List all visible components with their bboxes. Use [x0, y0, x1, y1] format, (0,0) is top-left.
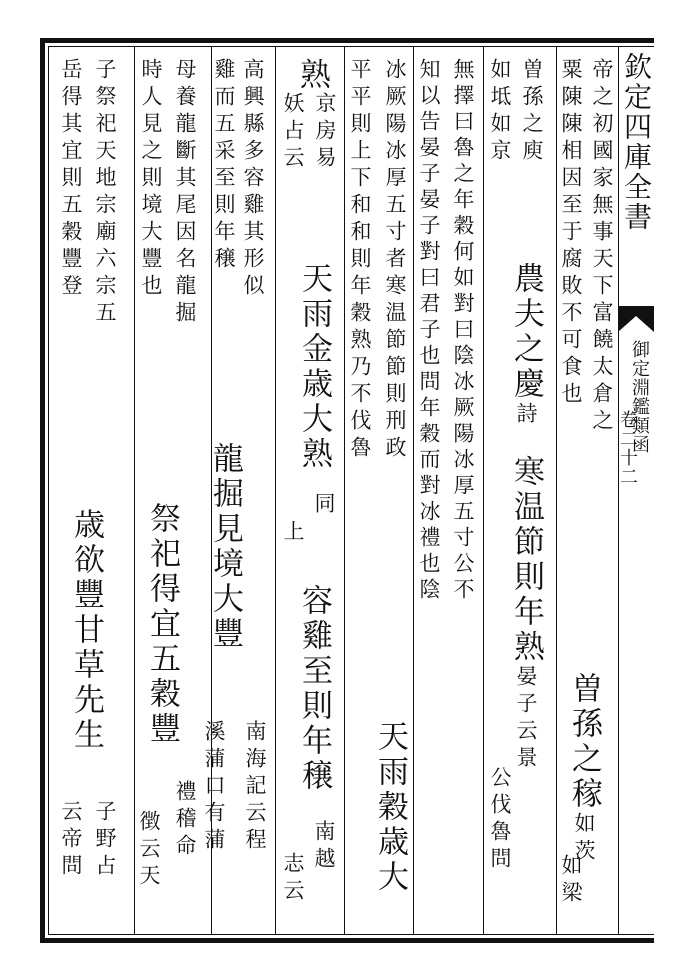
large-text: 天雨穀歳大 — [372, 720, 408, 895]
small-text: 平平則上下和和則年穀熟乃不伐魯 — [348, 58, 372, 463]
text-column — [203, 720, 224, 855]
volume-label: 卷二十二 — [617, 410, 638, 486]
small-text: 無擇曰魯之年穀何如對曰陰冰厥陽冰厚五寸公不 — [451, 58, 475, 604]
small-text: 京房易 — [313, 92, 337, 173]
text-column — [282, 92, 303, 173]
large-text: 寒温節則年熟 — [508, 455, 544, 665]
column-rule — [556, 46, 557, 935]
text-column — [372, 720, 408, 895]
text-column — [282, 520, 303, 547]
text-column — [282, 852, 303, 906]
small-text: 粟陳陳相因至于腐敗不可食也 — [559, 58, 583, 409]
text-column — [489, 58, 510, 166]
small-text: 如梁 — [559, 854, 583, 908]
small-text: 時人見之則境大豐也 — [139, 58, 163, 301]
text-column — [418, 58, 439, 604]
text-column — [296, 262, 332, 472]
column-rule — [275, 46, 276, 935]
text-column — [174, 58, 195, 328]
text-column — [244, 720, 265, 855]
text-column — [207, 442, 243, 652]
large-text: 龍掘見境大豐 — [207, 442, 243, 652]
small-text: 晏子云景 — [514, 665, 538, 773]
text-column — [591, 58, 612, 436]
column-rule — [344, 46, 345, 935]
small-text: 妖占云 — [281, 92, 305, 173]
fishtail-mark-icon — [618, 306, 654, 332]
small-text: 曽孫之庾 — [520, 58, 544, 166]
large-text: 容雞至則年穣 — [296, 584, 332, 794]
text-column — [140, 58, 161, 301]
small-text: 公伐魯問 — [488, 766, 512, 874]
column-rule — [134, 46, 135, 935]
text-column — [60, 800, 81, 881]
small-text: 知以告晏子晏子對曰君子也問年穀而對冰禮也陰 — [417, 58, 441, 604]
text-column — [213, 58, 234, 274]
book-title: 欽定四庫全書 — [620, 52, 653, 232]
text-column — [384, 58, 405, 463]
column-rule — [413, 46, 414, 935]
small-text: 云帝問 — [59, 800, 83, 881]
text-column — [314, 92, 335, 173]
text-column — [294, 58, 330, 93]
small-text: 如茨 — [572, 812, 596, 866]
text-column — [296, 584, 332, 794]
text-column — [489, 766, 510, 874]
large-text: 曽孫之稼 — [566, 672, 602, 812]
text-column — [560, 58, 581, 409]
text-column — [94, 58, 115, 328]
large-text: 天雨金歳大熟 — [296, 262, 332, 472]
small-text: 溪蒲口有蒲 — [202, 720, 226, 855]
small-text: 徴云天 — [137, 810, 161, 891]
column-rule — [483, 46, 484, 935]
small-text: 子祭祀天地宗廟六宗五 — [93, 58, 117, 328]
small-text: 詩 — [514, 402, 538, 429]
text-column — [242, 58, 263, 301]
text-column — [138, 810, 159, 891]
small-text: 母養龍斷其尾因名龍掘 — [173, 58, 197, 328]
text-column — [566, 672, 602, 866]
large-text: 農夫之慶 — [508, 262, 544, 402]
text-column — [60, 58, 81, 301]
text-column — [560, 854, 581, 908]
text-column — [452, 58, 473, 604]
section-title: 御定淵鑑類函 — [629, 340, 650, 454]
small-text: 如坻如京 — [488, 58, 512, 166]
large-text: 歳欲豐甘草先生 — [68, 508, 104, 753]
small-text: 上 — [281, 520, 305, 547]
small-text: 南海記云程 — [243, 720, 267, 855]
large-text: 熟 — [294, 58, 330, 93]
text-column — [349, 58, 370, 463]
text-column — [94, 800, 115, 881]
text-column — [68, 508, 104, 753]
text-column — [174, 780, 195, 861]
small-text: 同 — [312, 492, 336, 519]
text-column — [313, 492, 334, 519]
large-text: 祭祀得宜五穀豐 — [144, 502, 180, 747]
small-text: 岳得其宜則五穀豐登 — [59, 58, 83, 301]
small-text: 子野占 — [93, 800, 117, 881]
text-column — [508, 262, 544, 773]
small-text: 志云 — [281, 852, 305, 906]
small-text: 高興縣多容雞其形似 — [241, 58, 265, 301]
small-text: 禮稽命 — [173, 780, 197, 861]
small-text: 南越 — [312, 820, 336, 874]
text-column — [313, 820, 334, 874]
small-text: 冰厥陽冰厚五寸者寒温節節則刑政 — [383, 58, 407, 463]
text-column — [144, 502, 180, 747]
small-text: 帝之初國家無事天下富饒太倉之 — [590, 58, 614, 436]
small-text: 雞而五采至則年穣 — [212, 58, 236, 274]
text-column — [521, 58, 542, 166]
